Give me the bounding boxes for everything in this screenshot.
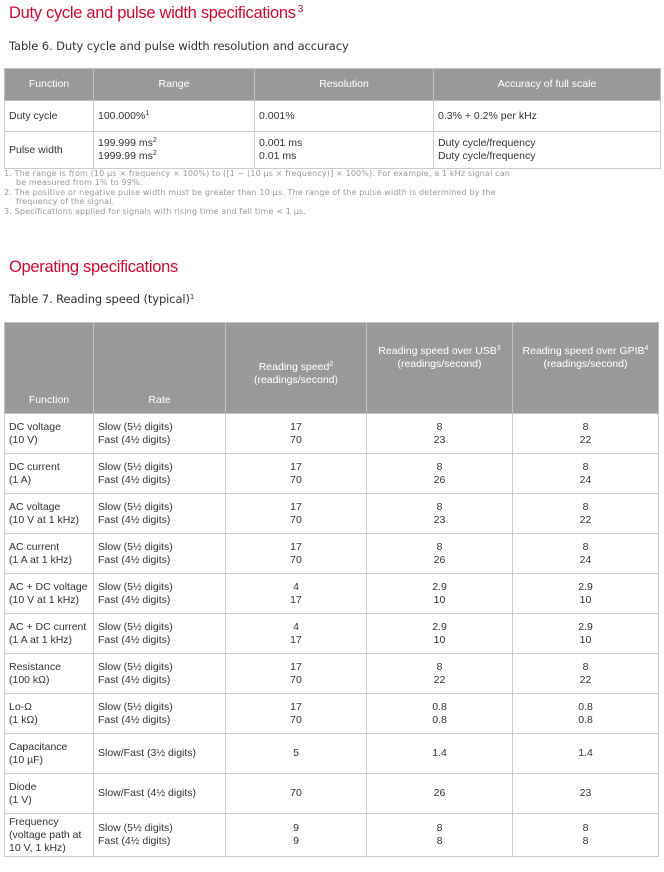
footnote: be measured from 1% to 99%. (16, 178, 143, 188)
table-row (5, 454, 659, 494)
cell-rate (94, 694, 226, 734)
cell-line: 1.4 (432, 747, 447, 759)
cell-line: Lo-Ω (9, 700, 33, 713)
cell-gpib-speed (513, 774, 659, 814)
cell-gpib-speed (513, 494, 659, 534)
cell-rate (94, 814, 226, 857)
cell-line: 5 (293, 747, 299, 759)
cell-rate (94, 614, 226, 654)
footnote: 3. Specifications applied for signals with rising time and fall time < 1 µs. (4, 206, 306, 216)
cell-line: Fast (4½ digits) (98, 553, 171, 566)
cell-line: Slow (5½ digits) (98, 500, 173, 513)
table-row (5, 694, 659, 734)
cell-line: Fast (4½ digits) (98, 673, 171, 686)
cell-accuracy: Duty cycle/frequency Duty cycle/frequency (434, 132, 661, 169)
cell-line: 70 (290, 713, 302, 726)
table6-footnotes (4, 169, 604, 216)
cell-function (5, 614, 94, 654)
cell-line: 23 (579, 787, 592, 799)
cell-line: 17 (290, 633, 302, 646)
column-header-range: Range (94, 69, 255, 101)
column-header-rate: Rate (94, 323, 226, 414)
cell-accuracy: 0.3% + 0.2% per kHz (434, 101, 661, 132)
cell-line: (1 A at 1 kHz) (9, 633, 73, 646)
cell-line: 8 (582, 835, 589, 847)
cell-line: 10 V, 1 kHz) (9, 841, 66, 854)
cell-line: Diode (9, 780, 37, 793)
cell-reading-speed (226, 814, 367, 857)
cell-line: Slow (5½ digits) (98, 540, 173, 553)
column-header-gpib-speed: Reading speed over GPIB$^4$ (readings/second) (513, 323, 659, 414)
cell-reading-speed (226, 494, 367, 534)
cell-line: Slow (5½ digits) (98, 822, 173, 834)
cell-line: 0.8 (578, 713, 593, 726)
column-header-function: Function (5, 69, 94, 101)
cell-usb-speed (367, 814, 513, 857)
column-header-resolution: Resolution (255, 69, 434, 101)
cell-line: (1 V) (9, 793, 32, 806)
cell-line: Fast (4½ digits) (98, 835, 171, 847)
cell-line: Fast (4½ digits) (98, 433, 171, 446)
cell-line: 8 (582, 460, 589, 473)
cell-rate (94, 414, 226, 454)
cell-range: 100.000%$^1$ (94, 101, 255, 132)
cell-line: 26 (433, 553, 446, 566)
cell-usb-speed (367, 454, 513, 494)
cell-line: Slow/Fast (3½ digits) (98, 747, 197, 759)
cell-usb-speed (367, 694, 513, 734)
cell-gpib-speed (513, 734, 659, 774)
cell-line: 70 (290, 433, 302, 446)
cell-rate (94, 734, 226, 774)
table6-header-row (5, 69, 661, 101)
cell-function (5, 774, 94, 814)
cell-line: (100 kΩ) (9, 673, 50, 686)
cell-gpib-speed (513, 614, 659, 654)
cell-line: Fast (4½ digits) (98, 713, 171, 726)
section-title-operating: Operating specifications (9, 258, 178, 276)
table-row (5, 494, 659, 534)
cell-line: 8 (436, 822, 443, 834)
table7 (4, 322, 659, 857)
cell-line: Fast (4½ digits) (98, 633, 171, 646)
cell-reading-speed (226, 534, 367, 574)
table-row (5, 654, 659, 694)
column-header-usb-speed: Reading speed over USB$^3$ (readings/second) (367, 323, 513, 414)
cell-line: 2.9 (578, 620, 593, 633)
cell-line: Capacitance (9, 740, 68, 753)
cell-function (5, 574, 94, 614)
cell-line: Fast (4½ digits) (98, 473, 171, 486)
cell-function (5, 814, 94, 857)
cell-line: 17 (290, 593, 302, 606)
cell-line: (1 kΩ) (9, 713, 38, 726)
cell-usb-speed (367, 614, 513, 654)
cell-line: 4 (293, 620, 299, 633)
cell-line: Fast (4½ digits) (98, 513, 171, 526)
cell-line: (10 V at 1 kHz) (9, 593, 80, 606)
cell-line: Slow (5½ digits) (98, 620, 173, 633)
cell-line: AC + DC voltage (9, 580, 88, 593)
cell-line: 70 (290, 473, 302, 486)
cell-gpib-speed (513, 454, 659, 494)
cell-line: (1 A at 1 kHz) (9, 553, 73, 566)
table-row (5, 614, 659, 654)
cell-line: (voltage path at (9, 828, 82, 841)
cell-gpib-speed (513, 654, 659, 694)
cell-line: Slow (5½ digits) (98, 580, 173, 593)
column-header-function: Function (5, 323, 94, 414)
cell-line: 17 (290, 660, 302, 673)
cell-line: AC voltage (9, 500, 61, 513)
cell-line: 17 (290, 540, 302, 553)
table-row (5, 534, 659, 574)
cell-rate (94, 534, 226, 574)
cell-function (5, 734, 94, 774)
cell-function (5, 494, 94, 534)
table6-caption: Table 6. Duty cycle and pulse width resolution and accuracy (9, 39, 349, 53)
cell-line: AC + DC current (9, 620, 87, 633)
cell-gpib-speed (513, 814, 659, 857)
cell-reading-speed (226, 694, 367, 734)
cell-line: 23 (433, 513, 446, 526)
cell-reading-speed (226, 454, 367, 494)
cell-line: 2.9 (578, 580, 593, 593)
footnote: 1. The range is from (10 µs × frequency × 100%) to ([1 − (10 µs × frequency)] × 100%). For example, a 1 kHz signal can (4, 169, 510, 178)
cell-line: 1.4 (578, 747, 593, 759)
cell-line: Slow/Fast (4½ digits) (98, 787, 197, 799)
cell-gpib-speed (513, 694, 659, 734)
cell-gpib-speed (513, 414, 659, 454)
cell-function: Pulse width (5, 132, 94, 169)
column-header-reading-speed: Reading speed$^2$ (readings/second) (226, 323, 367, 414)
cell-usb-speed (367, 734, 513, 774)
cell-line: 22 (433, 673, 446, 686)
cell-line: (1 A) (9, 473, 32, 486)
cell-line: (10 V at 1 kHz) (9, 513, 80, 526)
cell-line: 9 (293, 835, 299, 847)
cell-reading-speed (226, 654, 367, 694)
cell-line: 8 (436, 540, 443, 553)
cell-line: 17 (290, 500, 302, 513)
cell-line: 0.8 (432, 713, 447, 726)
table-row (5, 414, 659, 454)
cell-line: 24 (579, 473, 592, 486)
cell-reading-speed (226, 774, 367, 814)
table-row (5, 574, 659, 614)
cell-reading-speed (226, 734, 367, 774)
cell-gpib-speed (513, 574, 659, 614)
footnote: frequency of the signal. (16, 197, 115, 207)
cell-line: 17 (290, 460, 302, 473)
cell-line: 10 (433, 633, 446, 646)
cell-line: 23 (433, 433, 446, 446)
cell-line: Resistance (9, 660, 61, 673)
cell-line: 22 (579, 673, 592, 686)
cell-line: 24 (579, 553, 592, 566)
cell-line: 8 (436, 500, 443, 513)
cell-line: Slow (5½ digits) (98, 460, 173, 473)
cell-line: 8 (582, 822, 589, 834)
cell-line: 8 (436, 660, 443, 673)
cell-line: AC current (9, 540, 60, 553)
table-row (5, 814, 659, 857)
cell-line: 8 (436, 835, 443, 847)
cell-reading-speed (226, 614, 367, 654)
cell-usb-speed (367, 414, 513, 454)
footnote-ref: 3 (297, 4, 303, 15)
section-title-duty-cycle: Duty cycle and pulse width specifications $^3$ (9, 4, 303, 22)
cell-function (5, 654, 94, 694)
cell-line: 8 (436, 420, 443, 433)
table-row (5, 774, 659, 814)
cell-line: Frequency (9, 815, 59, 828)
cell-line: DC current (9, 460, 60, 473)
cell-line: 70 (290, 673, 302, 686)
cell-line: DC voltage (9, 420, 61, 433)
cell-line: 8 (582, 420, 589, 433)
table-row (5, 734, 659, 774)
cell-line: Slow (5½ digits) (98, 700, 173, 713)
cell-line: 8 (436, 460, 443, 473)
footnote: 2. The positive or negative pulse width must be greater than 10 µs. The range of the pulse width is determined by the (4, 187, 496, 197)
cell-line: 26 (433, 473, 446, 486)
cell-line: Fast (4½ digits) (98, 593, 171, 606)
cell-line: 22 (579, 513, 592, 526)
cell-line: Slow (5½ digits) (98, 420, 173, 433)
cell-line: Slow (5½ digits) (98, 660, 173, 673)
cell-function (5, 454, 94, 494)
cell-resolution: 0.001% (255, 101, 434, 132)
table-row (5, 132, 661, 169)
cell-usb-speed (367, 494, 513, 534)
cell-rate (94, 454, 226, 494)
cell-resolution: 0.001 ms 0.01 ms (255, 132, 434, 169)
cell-line: (10 µF) (9, 753, 44, 766)
cell-line: 2.9 (432, 620, 447, 633)
table7-header-row (5, 323, 659, 414)
cell-line: 8 (582, 660, 589, 673)
cell-usb-speed (367, 534, 513, 574)
cell-line: 70 (290, 553, 302, 566)
cell-line: 0.8 (432, 700, 447, 713)
cell-line: 22 (579, 433, 592, 446)
cell-line: 4 (293, 580, 299, 593)
table-row (5, 101, 661, 132)
cell-line: (10 V) (9, 433, 38, 446)
cell-rate (94, 494, 226, 534)
cell-line: 8 (582, 540, 589, 553)
cell-line: 8 (582, 500, 589, 513)
cell-usb-speed (367, 774, 513, 814)
cell-line: 10 (579, 633, 592, 646)
cell-usb-speed (367, 574, 513, 614)
table7-caption: Table 7. Reading speed (typical)$^1$ (9, 292, 195, 306)
table7-body (5, 414, 659, 857)
cell-line: 10 (579, 593, 592, 606)
cell-rate (94, 774, 226, 814)
cell-function (5, 534, 94, 574)
cell-line: 26 (433, 787, 446, 799)
cell-function (5, 414, 94, 454)
cell-range: 199.999 $ms^2$ 1999.99 $ms^2$ (94, 132, 255, 169)
cell-line: 10 (433, 593, 446, 606)
cell-line: 70 (290, 787, 302, 799)
cell-line: 9 (293, 822, 299, 834)
cell-rate (94, 574, 226, 614)
cell-function (5, 694, 94, 734)
cell-line: 17 (290, 420, 302, 433)
cell-usb-speed (367, 654, 513, 694)
cell-reading-speed (226, 574, 367, 614)
cell-line: 70 (290, 513, 302, 526)
cell-line: 17 (290, 700, 302, 713)
cell-function: Duty cycle (5, 101, 94, 132)
column-header-accuracy: Accuracy of full scale (434, 69, 661, 101)
cell-line: 2.9 (432, 580, 447, 593)
cell-reading-speed (226, 414, 367, 454)
table6 (4, 68, 661, 169)
cell-gpib-speed (513, 534, 659, 574)
cell-line: 0.8 (578, 700, 593, 713)
cell-rate (94, 654, 226, 694)
